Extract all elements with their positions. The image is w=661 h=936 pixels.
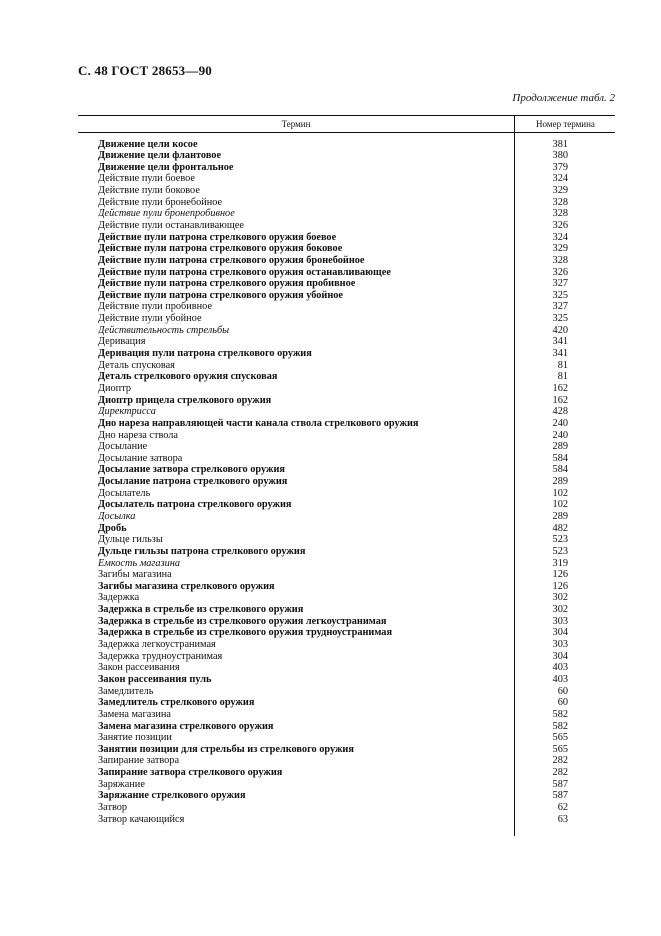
term-number-cell: 420 [552, 324, 568, 336]
table-row [98, 627, 568, 639]
term-number-cell: 403 [552, 662, 568, 674]
term-number-cell: 328 [552, 196, 568, 208]
term-number-cell: 380 [552, 150, 568, 162]
table-row [98, 453, 568, 465]
table-row [98, 662, 568, 674]
term-cell: Запирание затвора [98, 755, 180, 767]
table-row [98, 348, 568, 360]
table-row [98, 371, 568, 383]
term-number-cell: 329 [552, 185, 568, 197]
term-cell: Действие пули пробивное [98, 301, 213, 313]
term-cell: Действие пули бронепробивное [98, 208, 235, 220]
term-cell: Задержка в стрельбе из стрелкового оружия трудноустранимая [98, 627, 393, 639]
term-cell: Закон рассеивания [98, 662, 180, 674]
table-header-rule [78, 132, 615, 133]
term-cell: Диоптр прицела стрелкового оружия [98, 394, 272, 406]
term-cell: Движение цели косое [98, 138, 198, 150]
table-row [98, 546, 568, 558]
term-cell: Запирание затвора стрелкового оружия [98, 767, 283, 779]
table-continuation-note: Продолжение табл. 2 [512, 92, 615, 104]
term-number-cell: 482 [552, 522, 568, 534]
term-number-cell: 341 [552, 336, 568, 348]
term-number-cell: 63 [557, 813, 568, 825]
term-cell: Действие пули патрона стрелкового оружия бронебойное [98, 254, 365, 266]
term-cell: Действие пули патрона стрелкового оружия останавливающее [98, 266, 391, 278]
term-cell: Замена магазина [98, 708, 171, 720]
term-cell: Дульце гильзы патрона стрелкового оружия [98, 545, 306, 557]
table-row [98, 325, 568, 337]
table-row [98, 395, 568, 407]
term-number-cell: 62 [557, 802, 568, 814]
term-number-cell: 282 [552, 755, 568, 767]
term-number-cell: 81 [557, 359, 568, 371]
table-row [98, 383, 568, 395]
term-cell: Задержка трудноустранимая [98, 650, 223, 662]
term-cell: Закон рассеивания пуль [98, 673, 212, 685]
term-number-cell: 60 [557, 697, 568, 709]
table-row [98, 581, 568, 593]
term-cell: Деривация пули патрона стрелкового оружия [98, 348, 312, 360]
term-number-cell: 289 [552, 476, 568, 488]
table-row [98, 732, 568, 744]
term-cell: Действие пули патрона стрелкового оружия пробивное [98, 278, 356, 290]
term-number-cell: 325 [552, 313, 568, 325]
table-row [98, 499, 568, 511]
term-number-cell: 162 [552, 382, 568, 394]
table-row [98, 406, 568, 418]
term-cell: Досылатель [98, 487, 151, 499]
table-row [98, 290, 568, 302]
term-cell: Досылатель патрона стрелкового оружия [98, 499, 292, 511]
table-row [98, 173, 568, 185]
table-row [98, 418, 568, 430]
table-row [98, 767, 568, 779]
term-number-cell: 328 [552, 254, 568, 266]
term-number-cell: 326 [552, 219, 568, 231]
term-number-cell: 304 [552, 627, 568, 639]
term-number-cell: 282 [552, 767, 568, 779]
table-row [98, 697, 568, 709]
term-cell: Досылка [98, 511, 136, 522]
term-cell: Диоптр [98, 382, 131, 394]
term-number-cell: 341 [552, 348, 568, 360]
term-cell: Емкость магазина [98, 557, 181, 569]
term-cell: Заряжание [98, 778, 145, 790]
term-number-cell: 329 [552, 243, 568, 255]
table-row [98, 744, 568, 756]
table-row [98, 301, 568, 313]
term-number-cell: 302 [552, 604, 568, 616]
table-row [98, 476, 568, 488]
term-cell: Затвор качающийся [98, 813, 185, 825]
term-number-cell: 240 [552, 429, 568, 441]
term-cell: Дульце гильзы [98, 534, 163, 546]
term-number-cell: 303 [552, 615, 568, 627]
term-cell: Директрисса [98, 406, 156, 418]
table-row [98, 511, 568, 523]
table-row [98, 674, 568, 686]
term-number-cell: 326 [552, 266, 568, 278]
table-row [98, 569, 568, 581]
table-row [98, 802, 568, 814]
term-cell: Деталь спусковая [98, 359, 175, 371]
term-number-cell: 319 [552, 557, 568, 569]
term-number-cell: 565 [552, 743, 568, 755]
term-cell: Задержка легкоустранимая [98, 639, 216, 651]
term-number-cell: 582 [552, 708, 568, 720]
table-row [98, 430, 568, 442]
table-row [98, 779, 568, 791]
term-cell: Дно нареза ствола [98, 429, 178, 441]
table-row [98, 313, 568, 325]
table-row [98, 162, 568, 174]
term-number-cell: 304 [552, 650, 568, 662]
table-row [98, 220, 568, 232]
table-row [98, 651, 568, 663]
table-row [98, 267, 568, 279]
terms-table-body [98, 139, 568, 826]
term-cell: Заряжание стрелкового оружия [98, 790, 246, 802]
table-row [98, 534, 568, 546]
table-row [98, 790, 568, 802]
term-cell: Досылание [98, 441, 148, 453]
table-row [98, 721, 568, 733]
term-number-cell: 289 [552, 441, 568, 453]
term-cell: Действие пули боковое [98, 185, 200, 197]
table-top-rule [78, 115, 615, 116]
table-row [98, 814, 568, 826]
table-row [98, 278, 568, 290]
table-row [98, 441, 568, 453]
term-cell: Досылание патрона стрелкового оружия [98, 476, 288, 488]
term-number-cell: 303 [552, 639, 568, 651]
term-number-cell: 428 [552, 406, 568, 418]
table-row [98, 243, 568, 255]
term-number-cell: 60 [557, 685, 568, 697]
table-row [98, 232, 568, 244]
table-row [98, 185, 568, 197]
table-row [98, 592, 568, 604]
term-number-cell: 324 [552, 231, 568, 243]
table-row [98, 208, 568, 220]
term-number-cell: 325 [552, 289, 568, 301]
term-cell: Деривация [98, 336, 146, 348]
table-row [98, 197, 568, 209]
term-cell: Действие пули патрона стрелкового оружия боевое [98, 231, 337, 243]
table-row [98, 686, 568, 698]
term-cell: Действие пули патрона стрелкового оружия убойное [98, 289, 343, 301]
term-cell: Действие пули боевое [98, 173, 195, 185]
term-number-cell: 126 [552, 580, 568, 592]
term-cell: Занятие позиции [98, 732, 172, 744]
term-cell: Дно нареза направляющей части канала ствола стрелкового оружия [98, 417, 419, 429]
term-number-cell: 523 [552, 545, 568, 557]
term-cell: Досылание затвора стрелкового оружия [98, 464, 285, 476]
column-header-number: Номер термина [536, 119, 595, 129]
term-cell: Деталь стрелкового оружия спусковая [98, 371, 278, 383]
term-cell: Замедлитель стрелкового оружия [98, 697, 255, 709]
term-number-cell: 327 [552, 278, 568, 290]
page-header: С. 48 ГОСТ 28653—90 [78, 63, 212, 78]
term-number-cell: 565 [552, 732, 568, 744]
term-number-cell: 587 [552, 778, 568, 790]
term-number-cell: 328 [552, 208, 568, 220]
table-row [98, 464, 568, 476]
term-cell: Задержка [98, 592, 140, 604]
term-cell: Досылание затвора [98, 452, 183, 464]
term-number-cell: 584 [552, 464, 568, 476]
table-row [98, 755, 568, 767]
table-row [98, 255, 568, 267]
table-row [98, 488, 568, 500]
term-cell: Загибы магазина [98, 569, 172, 581]
term-number-cell: 379 [552, 161, 568, 173]
term-number-cell: 403 [552, 673, 568, 685]
term-cell: Действие пули убойное [98, 313, 202, 325]
table-row [98, 336, 568, 348]
term-cell: Затвор [98, 802, 128, 814]
term-number-cell: 81 [557, 371, 568, 383]
table-row [98, 558, 568, 570]
term-number-cell: 327 [552, 301, 568, 313]
table-row [98, 139, 568, 151]
term-cell: Задержка в стрельбе из стрелкового оружия легкоустранимая [98, 615, 387, 627]
term-number-cell: 523 [552, 534, 568, 546]
term-number-cell: 584 [552, 452, 568, 464]
table-row [98, 360, 568, 372]
term-number-cell: 289 [552, 511, 568, 522]
table-row [98, 604, 568, 616]
table-row [98, 150, 568, 162]
term-cell: Действие пули бронебойное [98, 196, 223, 208]
table-row [98, 639, 568, 651]
term-number-cell: 240 [552, 417, 568, 429]
term-number-cell: 102 [552, 499, 568, 511]
term-number-cell: 162 [552, 394, 568, 406]
term-number-cell: 126 [552, 569, 568, 581]
term-number-cell: 324 [552, 173, 568, 185]
term-number-cell: 302 [552, 592, 568, 604]
term-cell: Действительность стрельбы [98, 324, 230, 336]
term-number-cell: 582 [552, 720, 568, 732]
term-cell: Действие пули патрона стрелкового оружия боковое [98, 243, 343, 255]
term-cell: Движение цели фронтальное [98, 161, 234, 173]
table-row [98, 709, 568, 721]
term-cell: Замена магазина стрелкового оружия [98, 720, 274, 732]
term-cell: Занятии позиции для стрельбы из стрелкового оружия [98, 743, 354, 755]
term-cell: Замедлитель [98, 685, 154, 697]
column-header-term: Термин [281, 119, 311, 129]
table-row [98, 523, 568, 535]
term-cell: Загибы магазина стрелкового оружия [98, 580, 275, 592]
term-number-cell: 102 [552, 487, 568, 499]
term-number-cell: 587 [552, 790, 568, 802]
table-row [98, 616, 568, 628]
term-cell: Дробь [98, 522, 127, 534]
term-cell: Действие пули останавливающее [98, 219, 244, 231]
term-cell: Задержка в стрельбе из стрелкового оружия [98, 604, 304, 616]
term-number-cell: 381 [552, 138, 568, 150]
term-cell: Движение цели флантовое [98, 150, 222, 162]
